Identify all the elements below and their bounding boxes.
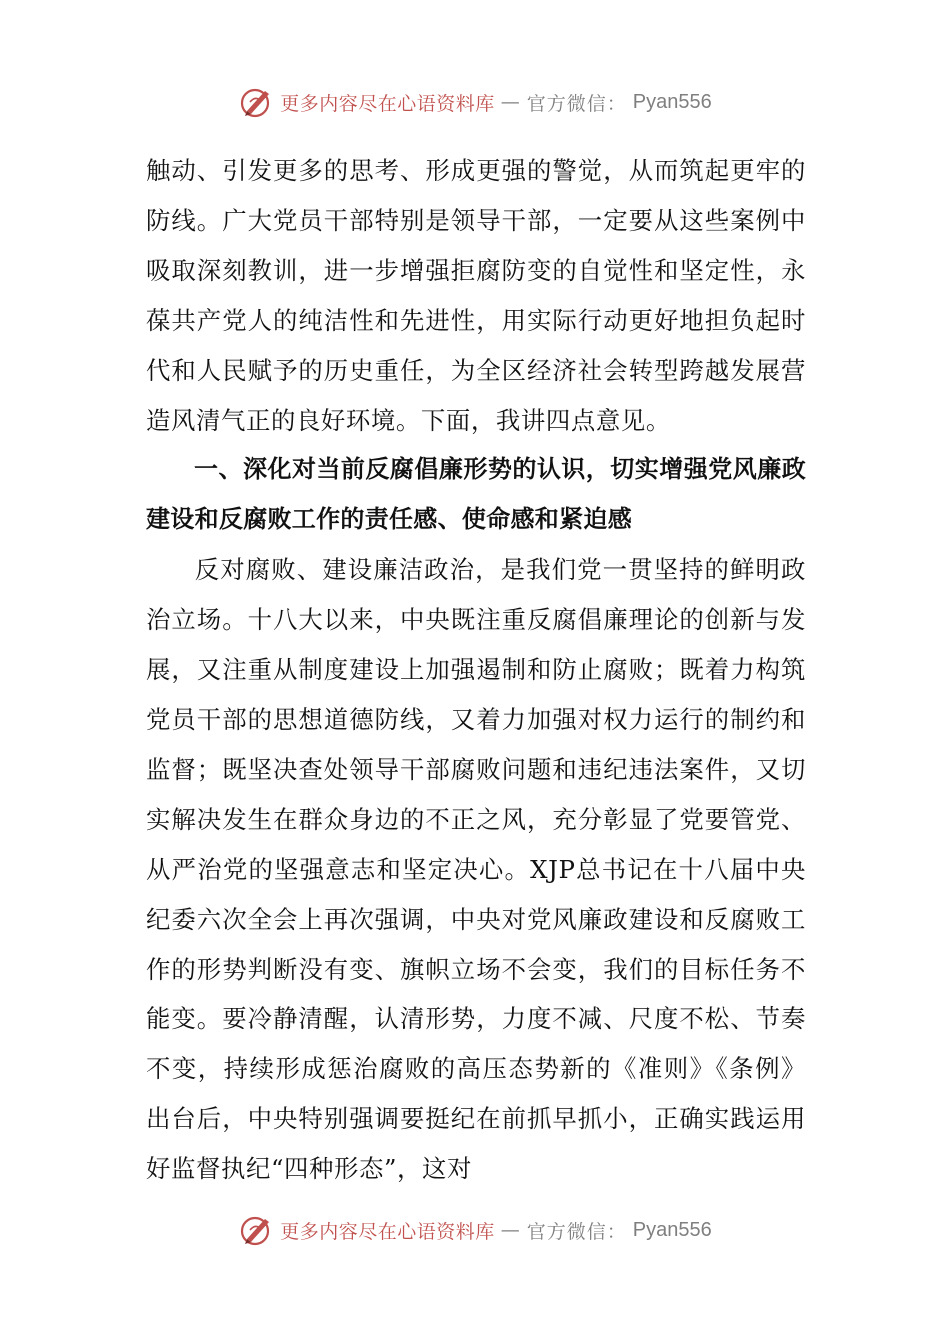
banner-wechat-id: Pyan556	[632, 90, 712, 113]
banner-brand-text: 更多内容尽在心语资料库	[280, 1220, 495, 1243]
pen-logo-icon	[238, 84, 274, 120]
banner-brand-text: 更多内容尽在心语资料库	[280, 92, 495, 115]
section-heading-1: 一、深化对当前反腐倡廉形势的认识，切实增强党风廉政建设和反腐败工作的责任感、使命感和紧迫感	[146, 455, 806, 534]
paragraph-1: 触动、引发更多的思考、形成更强的警觉，从而筑起更牢的防线。广大党员干部特别是领导干部，一定要从这些案例中吸取深刻教训，进一步增强拒腐防变的自觉性和坚定性，永葆共产党人的纯洁性和先进性，用实际行动更好地担负起时代和人民赋予的历史重任，为全区经济社会转型跨越发展营造风清气正的良好环境。下面，我讲四点意见。	[146, 156, 806, 435]
footer-banner	[0, 1208, 950, 1252]
header-banner	[0, 80, 950, 124]
banner-separator: —	[500, 1219, 521, 1241]
banner-separator: —	[500, 91, 521, 113]
pen-logo-icon	[238, 1212, 274, 1248]
banner-official-label: 官方微信：	[526, 1220, 627, 1243]
banner-wechat-id: Pyan556	[632, 1218, 712, 1241]
document-body	[146, 146, 806, 1194]
paragraph-2: 反对腐败、建设廉洁政治，是我们党一贯坚持的鲜明政治立场。十八大以来，中央既注重反腐倡廉理论的创新与发展，又注重从制度建设上加强遏制和防止腐败；既着力构筑党员干部的思想道德防线，又着力加强对权力运行的制约和监督；既坚决查处领导干部腐败问题和违纪违法案件，又切实解决发生在群众身边的不正之风，充分彰显了党要管党、从严治党的坚强意志和坚定决心。XJP总书记在十八届中央纪委六次全会上再次强调，中央对党风廉政建设和反腐败工作的形势判断没有变、旗帜立场不会变，我们的目标任务不能变。要冷静清醒，认清形势，力度不减、尺度不松、节奏不变，持续形成惩治腐败的高压态势新的《准则》《条例》出台后，中央特别强调要挺纪在前抓早抓小，正确实践运用好监督执纪“四种形态”，这对	[146, 555, 806, 1184]
banner-official-label: 官方微信：	[526, 92, 627, 115]
